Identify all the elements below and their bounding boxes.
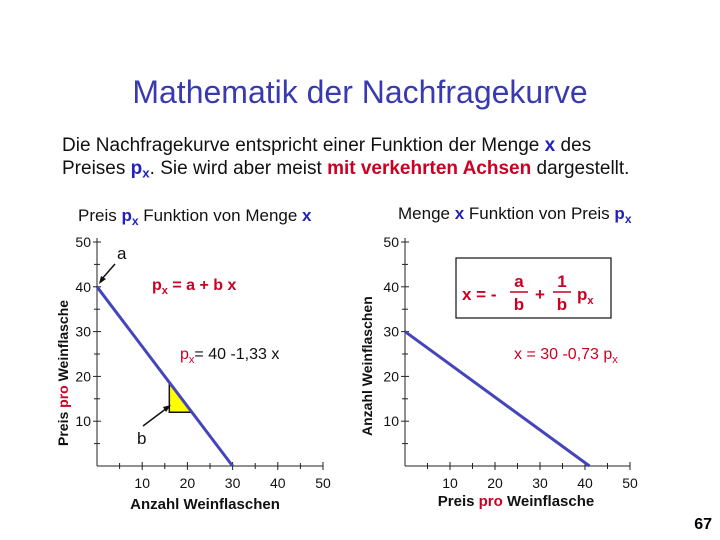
y-tick-label: 50 (383, 234, 399, 250)
formula-x-eq: x = - (462, 285, 497, 304)
formula-specific-left: $p_x= 40$ -1,33 x (180, 346, 280, 366)
frac2-num: 1 (557, 272, 567, 291)
left-chart-ylabel: Preis pro Weinflasche (55, 299, 71, 446)
arrow-b (143, 408, 167, 426)
slide-title: Mathematik der Nachfragekurve (132, 74, 588, 110)
x-tick-label: 40 (270, 475, 286, 491)
left-chart (55, 206, 331, 513)
intro-line2-c: dargestellt. (531, 158, 630, 179)
page-number: 67 (694, 516, 712, 533)
y-tick-label: 40 (75, 278, 91, 295)
x-tick-label: 20 (487, 475, 503, 491)
left-chart-heading: Preis $p_x$ Funktion von Menge x (78, 206, 312, 228)
formula-general-right (456, 258, 611, 318)
intro-line1-a: Die Nachfragekurve entspricht einer Funktion der Menge (62, 135, 545, 156)
label-b: b (137, 429, 147, 448)
right-chart-ylabel: Anzahl Weinflaschen (359, 296, 375, 436)
left-chart-xlabel: Anzahl Weinflaschen (130, 496, 280, 513)
arrow-a-head (99, 276, 106, 284)
x-tick-label: 20 (179, 475, 196, 491)
y-tick-label: 30 (75, 323, 91, 340)
x-tick-label: 40 (577, 475, 593, 491)
intro-p: $p_x$ (130, 158, 150, 181)
x-tick-label: 50 (315, 475, 331, 491)
left-demand-line (97, 287, 233, 466)
formula-specific-right: x = 30 -0,73 $p_x$ (514, 346, 618, 366)
frac1-den: b (513, 295, 525, 314)
frac1-num: a (514, 272, 524, 291)
y-tick-label: 20 (75, 368, 91, 385)
right-chart-heading: Menge x Funktion von Preis $p_x$ (398, 204, 632, 226)
formula-plus: + (535, 285, 545, 304)
intro-line2-a: Preises (62, 158, 131, 179)
formula-p: $p_x$ (577, 285, 594, 307)
formula-general: $p_x = a + b$ x (152, 277, 237, 297)
right-chart-xlabel: Preis pro Weinflasche (437, 493, 595, 510)
right-chart (359, 204, 638, 510)
x-tick-label: 50 (622, 475, 638, 491)
y-tick-label: 40 (383, 278, 399, 295)
y-tick-label: 10 (383, 413, 399, 430)
intro-x: x (544, 135, 556, 156)
y-tick-label: 10 (75, 413, 91, 430)
y-tick-label: 50 (75, 234, 91, 250)
intro-highlight: mit verkehrten Achsen (327, 158, 532, 179)
x-tick-label: 10 (442, 475, 458, 491)
intro-line2-b: . Sie wird aber meist (149, 158, 328, 179)
x-tick-label: 30 (532, 475, 548, 491)
frac2-den: b (556, 295, 568, 314)
x-tick-label: 30 (224, 475, 241, 491)
x-tick-label: 10 (134, 475, 150, 491)
label-a: a (117, 244, 127, 263)
intro-line1-b: des (555, 135, 592, 156)
y-tick-label: 20 (383, 368, 399, 385)
y-tick-label: 30 (383, 323, 399, 340)
